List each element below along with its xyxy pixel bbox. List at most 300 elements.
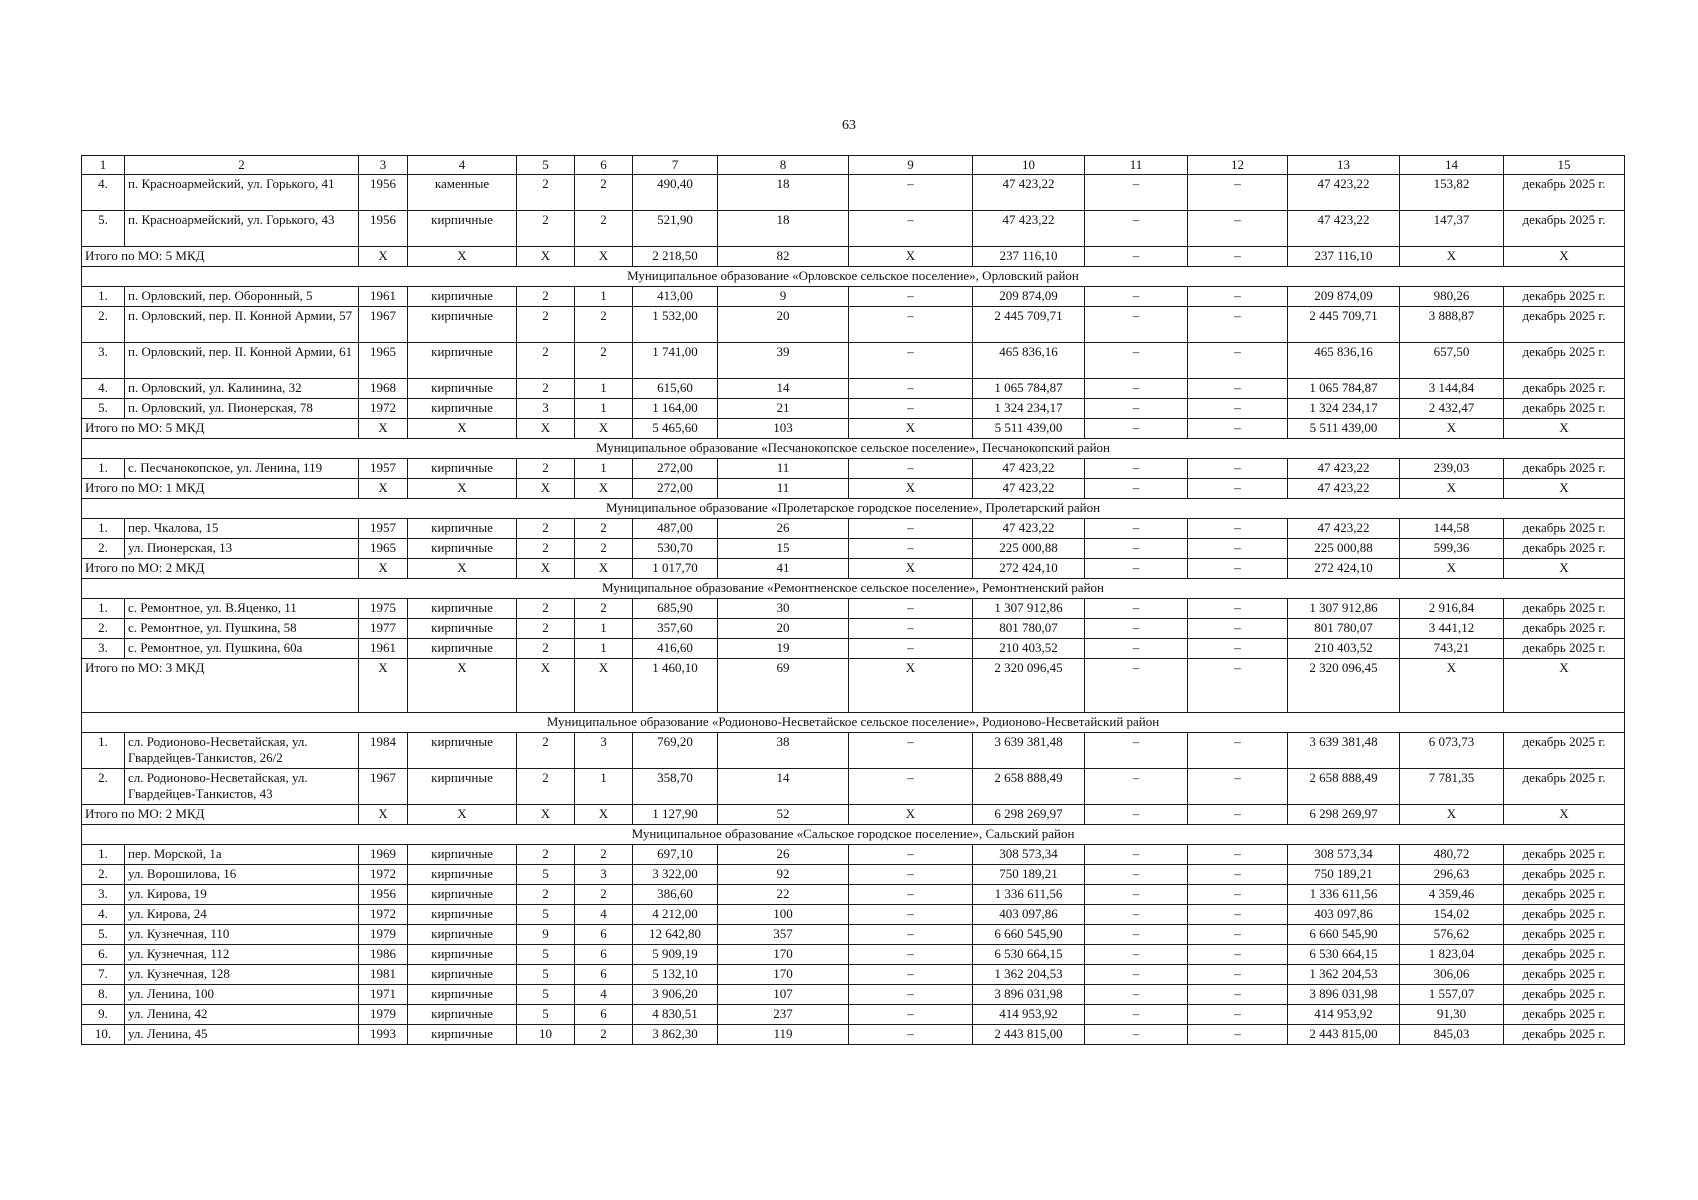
table-cell: – [1188,925,1288,945]
table-cell: – [1085,769,1188,805]
table-cell: 801 780,07 [973,619,1085,639]
table-cell: декабрь 2025 г. [1504,459,1625,479]
table-cell: 3 [517,399,575,419]
subtotal-cell: 82 [718,247,849,267]
address-cell: п. Орловский, ул. Пионерская, 78 [125,399,359,419]
table-cell: 1972 [359,865,408,885]
address-cell: п. Орловский, пер. Оборонный, 5 [125,287,359,307]
table-cell: 210 403,52 [1288,639,1400,659]
table-cell: – [1188,965,1288,985]
subtotal-cell: 2 218,50 [633,247,718,267]
table-cell: – [1085,733,1188,769]
table-cell: 6 [575,965,633,985]
table-cell: кирпичные [408,1005,517,1025]
subtotal-label: Итого по МО: 3 МКД [82,659,359,713]
table-cell: 6 [575,1005,633,1025]
table-cell: 237 [718,1005,849,1025]
table-cell: 5 [517,985,575,1005]
table-cell: кирпичные [408,845,517,865]
row-number: 1. [82,287,125,307]
subtotal-row [82,559,1625,579]
address-cell: ул. Ленина, 100 [125,985,359,1005]
table-cell: – [849,1005,973,1025]
row-number: 5. [82,211,125,247]
table-cell: – [849,343,973,379]
table-cell: 403 097,86 [1288,905,1400,925]
table-cell: 1 362 204,53 [1288,965,1400,985]
table-cell: 47 423,22 [1288,459,1400,479]
subtotal-cell: X [408,479,517,499]
column-number: 2 [125,156,359,175]
table-cell: 18 [718,175,849,211]
address-cell: сл. Родионово-Несветайская, ул. Гвардейцев-Танкистов, 43 [125,769,359,805]
table-cell: 4 212,00 [633,905,718,925]
municipality-name: Муниципальное образование «Пролетарское городское поселение», Пролетарский район [82,499,1625,519]
table-cell: – [1085,287,1188,307]
column-number: 8 [718,156,849,175]
subtotal-cell: 1 017,70 [633,559,718,579]
table-cell: 39 [718,343,849,379]
table-cell: 30 [718,599,849,619]
table-cell: 801 780,07 [1288,619,1400,639]
table-cell: кирпичные [408,925,517,945]
table-cell: 521,90 [633,211,718,247]
table-cell: 225 000,88 [1288,539,1400,559]
row-number: 10. [82,1025,125,1045]
table-cell: 1969 [359,845,408,865]
table-cell: декабрь 2025 г. [1504,1025,1625,1045]
table-cell: 1956 [359,211,408,247]
table-cell: – [849,399,973,419]
subtotal-cell: 5 511 439,00 [973,419,1085,439]
subtotal-cell: 11 [718,479,849,499]
table-cell: 2 [517,845,575,865]
table-cell: 403 097,86 [973,905,1085,925]
table-cell: – [849,965,973,985]
table-cell: – [849,519,973,539]
row-number: 5. [82,399,125,419]
table-cell: 1 741,00 [633,343,718,379]
subtotal-cell: X [1400,805,1504,825]
table-cell: 465 836,16 [1288,343,1400,379]
subtotal-cell: X [359,659,408,713]
subtotal-cell: 47 423,22 [973,479,1085,499]
subtotal-cell: 272 424,10 [973,559,1085,579]
row-number: 6. [82,945,125,965]
table-cell: – [849,619,973,639]
table-cell: кирпичные [408,865,517,885]
municipality-header-row [82,825,1625,845]
address-cell: ул. Кирова, 19 [125,885,359,905]
subtotal-cell: X [1400,247,1504,267]
table-cell: – [849,539,973,559]
table-cell: – [849,599,973,619]
table-cell: 1967 [359,307,408,343]
table-cell: 147,37 [1400,211,1504,247]
table-cell: 3 906,20 [633,985,718,1005]
table-cell: – [1085,599,1188,619]
table-cell: 1979 [359,925,408,945]
table-cell: 272,00 [633,459,718,479]
table-row [82,769,1625,805]
table-cell: 980,26 [1400,287,1504,307]
table-cell: 357 [718,925,849,945]
table-cell: 144,58 [1400,519,1504,539]
municipality-name: Муниципальное образование «Песчанокопское сельское поселение», Песчанокопский район [82,439,1625,459]
subtotal-cell: X [1400,419,1504,439]
municipality-header-row [82,267,1625,287]
table-cell: 1 324 234,17 [1288,399,1400,419]
table-cell: декабрь 2025 г. [1504,599,1625,619]
subtotal-cell: X [408,419,517,439]
table-cell: 14 [718,769,849,805]
table-cell: 225 000,88 [973,539,1085,559]
table-cell: – [1188,519,1288,539]
table-cell: 2 [575,845,633,865]
table-cell: декабрь 2025 г. [1504,307,1625,343]
subtotal-cell: – [1188,805,1288,825]
table-cell: 1956 [359,175,408,211]
table-cell: 6 660 545,90 [973,925,1085,945]
table-cell: декабрь 2025 г. [1504,175,1625,211]
table-cell: 5 [517,905,575,925]
subtotal-cell: X [359,559,408,579]
table-row [82,905,1625,925]
subtotal-cell: X [408,805,517,825]
table-cell: 6 530 664,15 [1288,945,1400,965]
table-cell: 1 [575,459,633,479]
table-cell: 107 [718,985,849,1005]
subtotal-cell: 69 [718,659,849,713]
table-cell: – [1085,539,1188,559]
page-number: 63 [842,118,856,133]
table-cell: 100 [718,905,849,925]
table-cell: 2 432,47 [1400,399,1504,419]
table-cell: кирпичные [408,599,517,619]
table-cell: – [1085,175,1188,211]
table-cell: – [1085,307,1188,343]
table-cell: 2 [517,885,575,905]
table-cell: 1967 [359,769,408,805]
address-cell: с. Ремонтное, ул. Пушкина, 58 [125,619,359,639]
table-cell: – [849,733,973,769]
table-row [82,343,1625,379]
table-cell: 1 336 611,56 [1288,885,1400,905]
table-cell: каменные [408,175,517,211]
table-cell: – [1085,845,1188,865]
table-cell: 1956 [359,885,408,905]
table-cell: – [1188,845,1288,865]
table-cell: 2 [575,885,633,905]
table-cell: 2 [575,343,633,379]
table-cell: 3 888,87 [1400,307,1504,343]
table-cell: 845,03 [1400,1025,1504,1045]
column-number: 1 [82,156,125,175]
table-cell: 22 [718,885,849,905]
table-cell: – [1188,287,1288,307]
table-cell: 2 [517,769,575,805]
subtotal-label: Итого по МО: 5 МКД [82,247,359,267]
table-cell: декабрь 2025 г. [1504,1005,1625,1025]
table-cell: 6 073,73 [1400,733,1504,769]
subtotal-cell: X [1400,559,1504,579]
table-row [82,885,1625,905]
subtotal-cell: X [359,419,408,439]
table-cell: – [1085,379,1188,399]
subtotal-label: Итого по МО: 2 МКД [82,559,359,579]
table-row [82,539,1625,559]
subtotal-cell: 272,00 [633,479,718,499]
address-cell: с. Ремонтное, ул. В.Яценко, 11 [125,599,359,619]
address-cell: пер. Чкалова, 15 [125,519,359,539]
subtotal-cell: 103 [718,419,849,439]
table-cell: декабрь 2025 г. [1504,211,1625,247]
subtotal-row [82,805,1625,825]
table-cell: – [1085,519,1188,539]
subtotal-cell: X [517,479,575,499]
table-row [82,175,1625,211]
table-cell: кирпичные [408,287,517,307]
subtotal-cell: X [359,247,408,267]
subtotal-cell: 5 511 439,00 [1288,419,1400,439]
table-cell: 2 [517,379,575,399]
subtotal-cell: X [575,479,633,499]
table-row [82,965,1625,985]
table-cell: 5 132,10 [633,965,718,985]
table-cell: 3 639 381,48 [973,733,1085,769]
table-cell: кирпичные [408,539,517,559]
table-cell: 9 [517,925,575,945]
table-cell: 1961 [359,287,408,307]
municipality-header-row [82,579,1625,599]
address-cell: ул. Кузнечная, 112 [125,945,359,965]
table-cell: 19 [718,639,849,659]
table-cell: 170 [718,965,849,985]
table-cell: 465 836,16 [973,343,1085,379]
subtotal-cell: X [575,419,633,439]
table-cell: кирпичные [408,459,517,479]
table-cell: 47 423,22 [973,211,1085,247]
table-cell: 2 [575,211,633,247]
table-cell: – [1188,639,1288,659]
table-cell: 2 [575,175,633,211]
table-cell: – [849,945,973,965]
table-cell: 2 [575,519,633,539]
subtotal-label: Итого по МО: 1 МКД [82,479,359,499]
table-cell: – [1188,175,1288,211]
table-cell: – [849,379,973,399]
table-cell: 2 [517,287,575,307]
table-cell: 47 423,22 [973,175,1085,211]
table-cell: 209 874,09 [973,287,1085,307]
table-cell: 2 [517,343,575,379]
table-row [82,459,1625,479]
subtotal-cell: 47 423,22 [1288,479,1400,499]
table-row [82,399,1625,419]
row-number: 4. [82,175,125,211]
subtotal-cell: X [517,247,575,267]
table-cell: 1971 [359,985,408,1005]
table-cell: – [1188,211,1288,247]
subtotal-cell: – [1085,805,1188,825]
table-cell: 2 [517,519,575,539]
table-cell: 1972 [359,905,408,925]
table-row [82,639,1625,659]
table-cell: 47 423,22 [973,459,1085,479]
table-cell: декабрь 2025 г. [1504,885,1625,905]
table-cell: 490,40 [633,175,718,211]
table-cell: 2 [517,211,575,247]
table-cell: декабрь 2025 г. [1504,985,1625,1005]
table-cell: – [1188,885,1288,905]
subtotal-cell: X [517,419,575,439]
table-cell: 3 [575,865,633,885]
municipality-header-row [82,713,1625,733]
table-row [82,925,1625,945]
table-cell: 15 [718,539,849,559]
row-number: 3. [82,639,125,659]
table-cell: 1957 [359,459,408,479]
row-number: 3. [82,343,125,379]
table-cell: кирпичные [408,769,517,805]
table-cell: 1 307 912,86 [1288,599,1400,619]
table-row [82,379,1625,399]
table-cell: 5 909,19 [633,945,718,965]
table-cell: декабрь 2025 г. [1504,519,1625,539]
table-cell: 1 532,00 [633,307,718,343]
table-cell: 1 557,07 [1400,985,1504,1005]
table-cell: 1 336 611,56 [973,885,1085,905]
table-cell: 209 874,09 [1288,287,1400,307]
table-cell: 2 [517,307,575,343]
address-cell: ул. Ленина, 45 [125,1025,359,1045]
table-cell: – [1085,905,1188,925]
row-number: 3. [82,885,125,905]
subtotal-cell: X [1504,805,1625,825]
table-cell: 2 443 815,00 [1288,1025,1400,1045]
table-cell: – [1085,945,1188,965]
table-cell: – [1188,399,1288,419]
table-row [82,985,1625,1005]
subtotal-row [82,659,1625,713]
table-cell: – [1085,865,1188,885]
subtotal-cell: 41 [718,559,849,579]
table-cell: – [849,287,973,307]
address-cell: ул. Кузнечная, 110 [125,925,359,945]
table-cell: – [849,925,973,945]
table-cell: 1972 [359,399,408,419]
subtotal-cell: X [575,805,633,825]
table-cell: декабрь 2025 г. [1504,769,1625,805]
table-cell: 3 144,84 [1400,379,1504,399]
address-cell: ул. Кузнечная, 128 [125,965,359,985]
table-cell: 1979 [359,1005,408,1025]
table-row [82,519,1625,539]
column-number: 5 [517,156,575,175]
table-cell: 2 658 888,49 [1288,769,1400,805]
table-cell: кирпичные [408,211,517,247]
table-cell: – [849,885,973,905]
subtotal-cell: X [517,659,575,713]
table-cell: 92 [718,865,849,885]
table-cell: – [849,769,973,805]
table-cell: 750 189,21 [973,865,1085,885]
subtotal-cell: X [1504,419,1625,439]
table-cell: 2 445 709,71 [973,307,1085,343]
table-cell: 1981 [359,965,408,985]
subtotal-cell: X [849,559,973,579]
table-cell: декабрь 2025 г. [1504,287,1625,307]
table-cell: 18 [718,211,849,247]
table-cell: 487,00 [633,519,718,539]
table-cell: 3 862,30 [633,1025,718,1045]
table-cell: – [1085,211,1188,247]
row-number: 5. [82,925,125,945]
subtotal-cell: X [517,805,575,825]
table-cell: 1 [575,379,633,399]
column-number-row [82,156,1625,175]
table-cell: кирпичные [408,619,517,639]
table-cell: 3 639 381,48 [1288,733,1400,769]
subtotal-row [82,479,1625,499]
table-cell: декабрь 2025 г. [1504,925,1625,945]
table-cell: 3 896 031,98 [1288,985,1400,1005]
table-cell: – [1188,1025,1288,1045]
table-cell: 1 [575,399,633,419]
table-cell: 4 830,51 [633,1005,718,1025]
subtotal-cell: 272 424,10 [1288,559,1400,579]
table-cell: кирпичные [408,885,517,905]
table-cell: 5 [517,965,575,985]
table-cell: 6 530 664,15 [973,945,1085,965]
table-cell: 386,60 [633,885,718,905]
municipality-name: Муниципальное образование «Ремонтненское сельское поселение», Ремонтненский район [82,579,1625,599]
table-cell: 1986 [359,945,408,965]
row-number: 1. [82,733,125,769]
row-number: 1. [82,845,125,865]
table-cell: декабрь 2025 г. [1504,865,1625,885]
address-cell: п. Красноармейский, ул. Горького, 41 [125,175,359,211]
table-cell: 12 642,80 [633,925,718,945]
table-cell: – [849,865,973,885]
address-cell: сл. Родионово-Несветайская, ул. Гвардейцев-Танкистов, 26/2 [125,733,359,769]
table-cell: 5 [517,945,575,965]
table-cell: кирпичные [408,733,517,769]
table-cell: 14 [718,379,849,399]
subtotal-cell: 6 298 269,97 [1288,805,1400,825]
table-cell: 306,06 [1400,965,1504,985]
table-cell: 480,72 [1400,845,1504,865]
table-cell: 1 [575,619,633,639]
table-cell: 743,21 [1400,639,1504,659]
subtotal-cell: – [1188,479,1288,499]
table-cell: кирпичные [408,1025,517,1045]
subtotal-cell: – [1085,559,1188,579]
table-cell: 1965 [359,343,408,379]
table-cell: 2 [575,1025,633,1045]
municipality-name: Муниципальное образование «Орловское сельское поселение», Орловский район [82,267,1625,287]
table-cell: 10 [517,1025,575,1045]
table-cell: декабрь 2025 г. [1504,905,1625,925]
subtotal-cell: X [849,419,973,439]
subtotal-cell: 6 298 269,97 [973,805,1085,825]
table-cell: – [1188,865,1288,885]
table-cell: – [1085,639,1188,659]
table-cell: кирпичные [408,399,517,419]
table-cell: – [1085,885,1188,905]
table-cell: 1977 [359,619,408,639]
table-cell: 119 [718,1025,849,1045]
